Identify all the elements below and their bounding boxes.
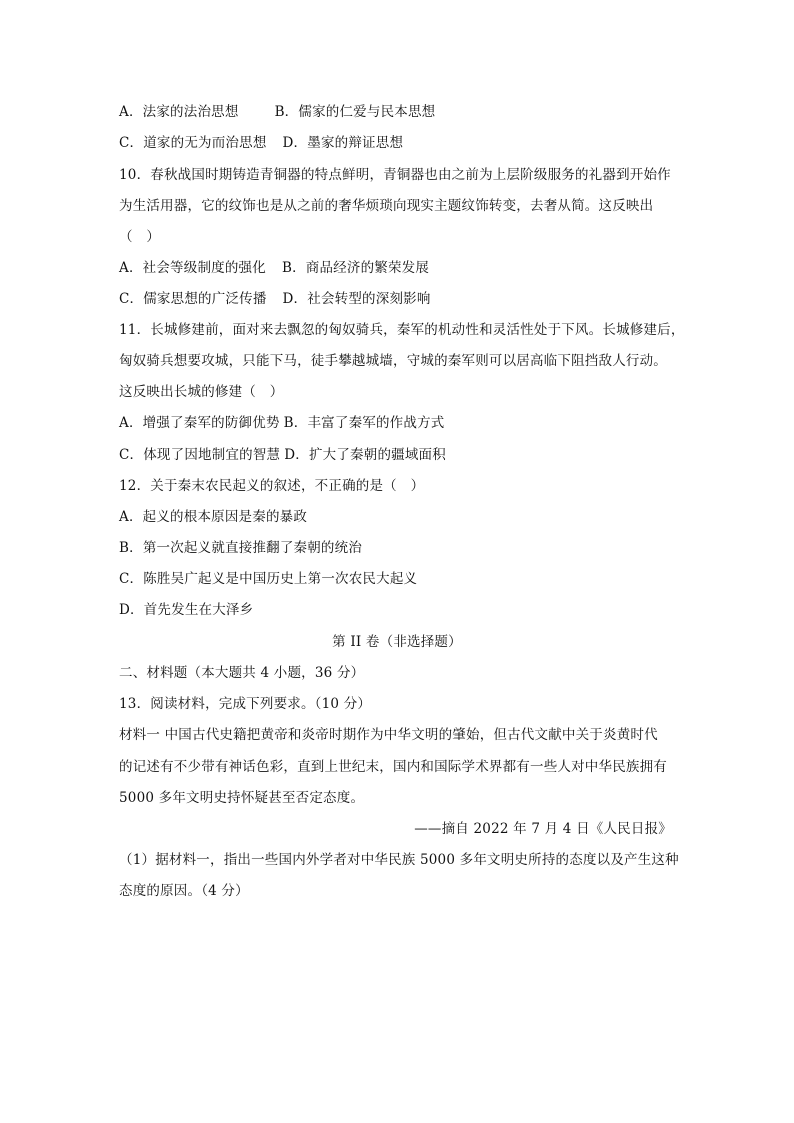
q13-material-line-1: 材料一 中国古代史籍把黄帝和炎帝时期作为中华文明的肇始，但古代文献中关于炎黄时代 [119, 727, 658, 743]
q10-option-c: C．儒家思想的广泛传播 [119, 291, 267, 307]
q9-option-b: B．儒家的仁爱与民本思想 [274, 104, 436, 120]
q10-option-a: A．社会等级制度的强化 [119, 260, 266, 276]
q11-stem-line-3: 这反映出长城的修建（ ） [119, 384, 284, 400]
q10-stem-line-2: 为生活用器，它的纹饰也是从之前的奢华烦琐向现实主题纹饰转变，去奢从简。这反映出 [119, 198, 654, 214]
q12-option-d: D．首先发生在大泽乡 [119, 602, 254, 618]
q13-material-line-3: 5000 多年文明史持怀疑甚至否定态度。 [119, 790, 365, 806]
q10-stem-line-1: 10．春秋战国时期铸造青铜器的特点鲜明，青铜器也由之前为上层阶级服务的礼器到开始作 [119, 167, 671, 183]
q10-option-b: B．商品经济的繁荣发展 [281, 260, 430, 276]
q9-option-c: C．道家的无为而治思想 [119, 135, 267, 151]
q13-subquestion-1-line-1: （1）据材料一，指出一些国内外学者对中华民族 5000 多年文明史所持的态度以及产生这种 [119, 852, 679, 868]
q12-stem: 12．关于秦末农民起义的叙述，不正确的是（ ） [119, 478, 425, 494]
q13-stem: 13．阅读材料，完成下列要求。（10 分） [119, 696, 372, 712]
q11-option-a: A．增强了秦军的防御优势 [119, 415, 280, 431]
q11-option-b: B．丰富了秦军的作战方式 [283, 415, 445, 431]
q13-material-line-2: 的记述有不少带有神话色彩，直到上世纪末，国内和国际学术界都有一些人对中华民族拥有 [119, 759, 667, 775]
q11-option-c: C．体现了因地制宜的智慧 [119, 447, 281, 463]
q12-option-a: A．起义的根本原因是秦的暴政 [119, 509, 308, 525]
q10-options-row-2 [119, 289, 431, 309]
q12-option-c: C．陈胜吴广起义是中国历史上第一次农民大起义 [119, 571, 418, 587]
q11-option-d: D．扩大了秦朝的疆域面积 [284, 447, 446, 463]
q11-options-row-1 [119, 413, 444, 433]
q9-options-row-2 [119, 133, 403, 153]
volume-title: 第 II 卷（非选择题） [332, 634, 462, 650]
q11-stem-line-2: 匈奴骑兵想要攻城，只能下马，徒手攀越城墙，守城的秦军则可以居高临下阻挡敌人行动。 [119, 353, 667, 369]
q10-option-d: D．社会转型的深刻影响 [282, 291, 431, 307]
q11-options-row-2 [119, 445, 446, 465]
q13-subquestion-1-line-2: 态度的原因。（4 分） [119, 883, 249, 899]
q9-options-row-1 [119, 102, 435, 122]
q13-source-citation: ——摘自 2022 年 7 月 4 日《人民日报》 [414, 821, 672, 837]
q9-option-d: D．墨家的辩证思想 [282, 135, 404, 151]
section-heading: 二、材料题（本大题共 4 小题，36 分） [119, 665, 365, 681]
q9-option-a: A．法家的法治思想 [119, 104, 239, 120]
q12-option-b: B．第一次起义就直接推翻了秦朝的统治 [119, 540, 363, 556]
q10-options-row-1 [119, 258, 429, 278]
q11-stem-line-1: 11．长城修建前，面对来去飘忽的匈奴骑兵，秦军的机动性和灵活性处于下风。长城修建后， [119, 322, 685, 338]
q10-stem-line-3: （ ） [119, 229, 161, 245]
